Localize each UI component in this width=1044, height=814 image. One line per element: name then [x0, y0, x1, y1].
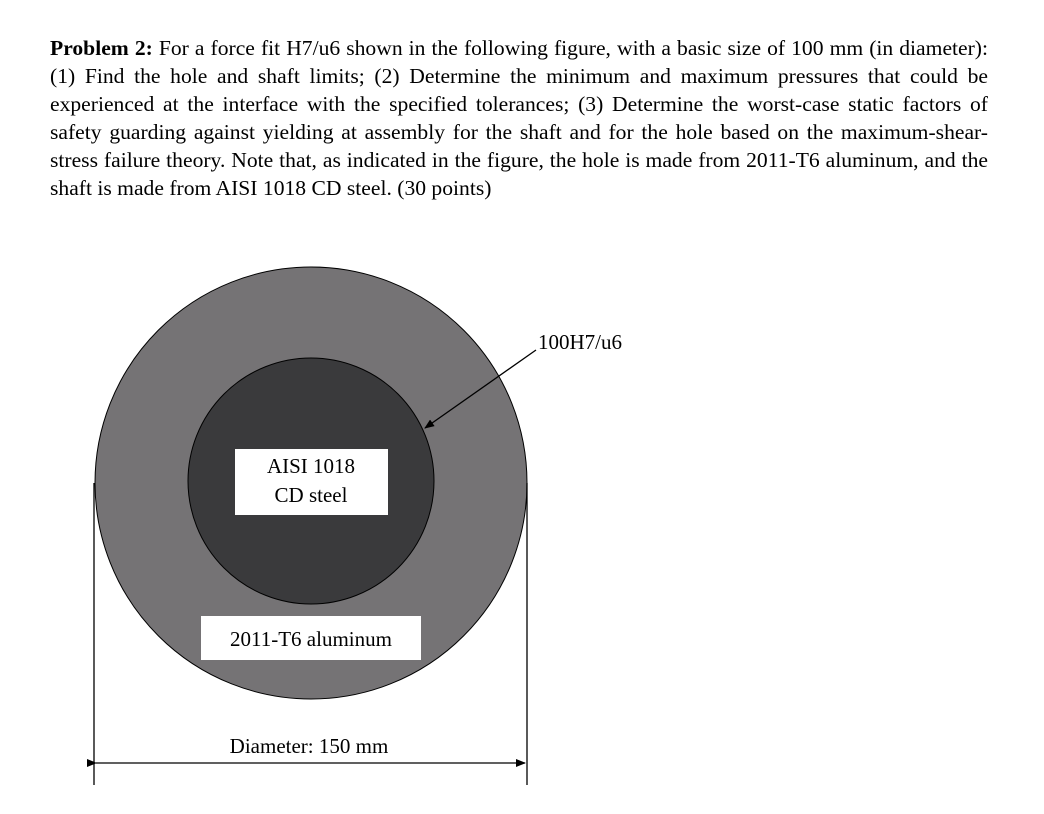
shaft-label-line1: AISI 1018 — [266, 454, 356, 478]
problem-label: Problem 2: — [50, 36, 153, 60]
dimension-label: Diameter: 150 mm — [229, 734, 389, 758]
problem-body: For a force fit H7/u6 shown in the following figure, with a basic size of 100 mm (in diameter): (1) Find the hole and shaft limits; (2) Determine the minimum and maximum pressures that could be experienced at the interface with the specified tolerances; (3) Determine the worst-case static factors of safety guarding against yielding at assembly for the shaft and for the hole based on the maximum-shear-stress failure theory. Note that, as indicated in the figure, the hole is made from 2011-T6 aluminum, and the shaft is made from AISI 1018 CD steel. (30 points) — [50, 36, 988, 200]
hole-label: 2011-T6 aluminum — [230, 627, 392, 651]
shaft-label-line2: CD steel — [274, 483, 348, 507]
fit-callout-label: 100H7/u6 — [538, 330, 622, 354]
